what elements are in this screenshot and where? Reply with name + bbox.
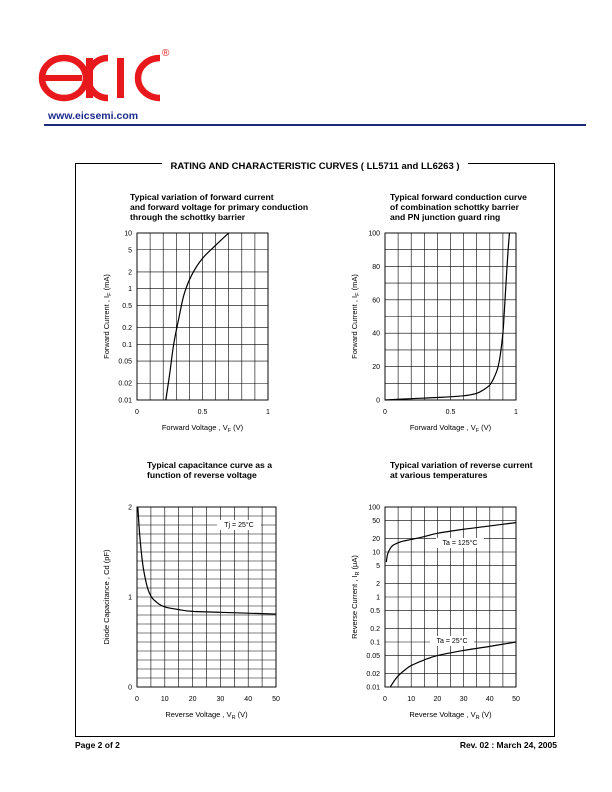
y-tick-label: 2 [376,580,380,588]
chart4-title: Typical variation of reverse current at various temperatures [390,460,533,480]
chart-4 [350,505,520,722]
x-tick-label: 50 [272,696,280,703]
x-tick-label: 20 [433,696,442,703]
x-axis-label: Reverse Voltage , $V_R$ (V) [165,710,248,721]
registered-mark: ® [162,48,170,59]
footer-page: Page 2 of 2 [75,740,120,750]
series-annotation: Ta = 125°C [442,540,478,547]
y-tick-label: 100 [368,504,380,512]
x-axis-label: Reverse Voltage , $V_R$ (V) [409,710,492,721]
y-tick-label: 0.5 [122,302,132,310]
y-tick-label: 20 [372,364,380,372]
x-tick-label: 30 [459,696,468,703]
section-title: RATING AND CHARACTERISTIC CURVES ( LL5711 and LL6263 ) [162,161,467,172]
y-tick-label: 80 [372,263,380,271]
chart2-title: Typical forward conduction curve of combination schottky barrier and PN junction guard ring [390,192,527,222]
y-tick-label: 1 [128,594,132,602]
x-tick-label: 40 [244,696,253,703]
x-tick-label: 10 [407,696,416,703]
x-tick-label: 0.5 [445,409,456,416]
chart-2 [350,231,518,435]
y-axis-label: Diode Capacitance , Cd (pF) [102,549,111,645]
series-annotation: Tj = 25°C [224,522,254,529]
y-tick-label: 50 [372,518,380,526]
y-axis-label: Reverse Current , $I_R$ (μA) [350,555,361,639]
y-tick-label: 0.01 [366,684,380,692]
y-tick-label: 0.5 [370,608,380,616]
footer-revision: Rev. 02 : March 24, 2005 [459,740,557,750]
y-tick-label: 2 [128,504,132,512]
y-tick-label: 0.1 [370,639,380,647]
y-tick-label: 1 [128,286,132,294]
y-tick-label: 20 [372,535,380,543]
x-tick-label: 10 [160,696,169,703]
y-tick-label: 0.01 [118,397,132,405]
y-tick-label: 0.02 [118,380,132,388]
x-axis-label: Forward Voltage , $V_F$ (V) [161,423,244,434]
y-tick-label: 10 [372,549,380,557]
y-tick-label: 0.2 [370,625,380,633]
chart3-title: Typical capacitance curve as a function of reverse voltage [147,460,272,480]
series-annotation: Ta = 25°C [436,638,468,645]
x-axis-label: Forward Voltage , $V_F$ (V) [409,423,492,434]
chart1-title: Typical variation of forward current and forward voltage for primary conduction through the schottky barrier [130,192,309,222]
x-tick-label: 0 [135,409,139,416]
y-tick-label: 0 [376,397,380,405]
chart-3 [102,505,280,722]
y-tick-label: 0 [128,684,132,692]
series-line-2 [390,642,516,687]
series-line-1 [166,233,229,400]
y-tick-label: 0.05 [118,358,132,366]
y-tick-label: 10 [124,230,132,238]
y-tick-label: 0.02 [366,670,380,678]
chart-1 [102,231,270,435]
x-tick-label: 1 [514,409,518,416]
y-axis-label: Forward Current , $I_F$ (mA) [102,274,113,359]
y-tick-label: 1 [376,594,380,602]
y-tick-label: 2 [128,269,132,277]
x-tick-label: 0 [135,696,139,703]
y-tick-label: 5 [376,563,380,571]
x-tick-label: 0 [383,409,387,416]
y-tick-label: 0.1 [122,341,132,349]
x-tick-label: 0.5 [197,409,208,416]
x-tick-label: 0 [383,696,387,703]
y-tick-label: 100 [368,230,380,238]
website-link[interactable]: www.eicsemi.com [48,110,139,122]
x-tick-label: 50 [512,696,520,703]
x-tick-label: 1 [266,409,270,416]
y-axis-label: Forward Current , $I_F$ (mA) [350,274,361,359]
y-tick-label: 60 [372,297,380,305]
y-tick-label: 0.2 [122,325,132,333]
y-tick-label: 5 [128,247,132,255]
x-tick-label: 20 [188,696,197,703]
y-tick-label: 0.05 [366,653,380,661]
x-tick-label: 40 [485,696,494,703]
x-tick-label: 30 [216,696,225,703]
y-tick-label: 40 [372,330,380,338]
